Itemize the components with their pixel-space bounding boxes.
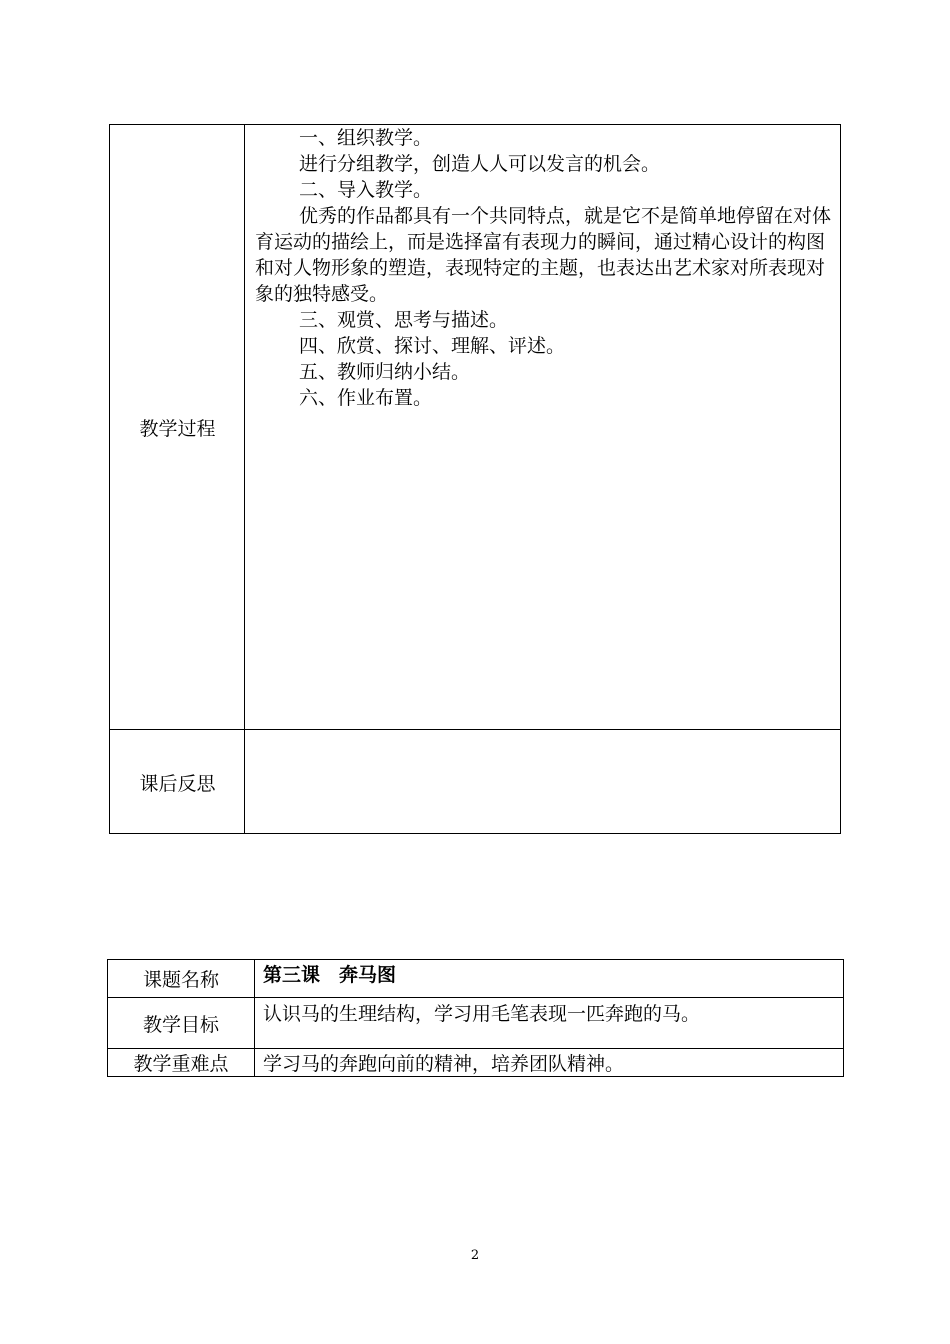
table-row — [108, 960, 844, 998]
table-row — [108, 1049, 844, 1077]
reflection-label: 课后反思 — [139, 772, 216, 795]
key-difficulty-label: 教学重难点 — [108, 1049, 255, 1077]
topic-value: 第三课 奔马图 — [255, 960, 844, 998]
topic-label: 课题名称 — [108, 960, 255, 998]
key-difficulty-value: 学习马的奔跑向前的精神，培养团队精神。 — [255, 1049, 844, 1077]
table-row — [108, 998, 844, 1049]
process-content — [255, 125, 835, 411]
step-4: 四、欣赏、探讨、理解、评述。 — [299, 335, 566, 357]
teaching-process-table — [109, 124, 841, 834]
step-2-detail: 优秀的作品都具有一个共同特点，就是它不是简单地停留在对体育运动的描绘上，而是选择富有表现力的瞬间，通过精心设计的构图和对人物形象的塑造，表现特定的主题，也表达出艺术家对所表现对象的独特感受。 — [255, 205, 832, 305]
objective-label: 教学目标 — [108, 998, 255, 1049]
step-5: 五、教师归纳小结。 — [299, 361, 471, 383]
step-2: 二、导入教学。 — [299, 179, 433, 201]
lesson-info-table — [107, 959, 844, 1077]
process-label: 教学过程 — [139, 417, 216, 440]
step-6: 六、作业布置。 — [299, 387, 433, 409]
page-number: 2 — [470, 1248, 480, 1263]
step-1-detail: 进行分组教学，创造人人可以发言的机会。 — [299, 153, 661, 175]
objective-value: 认识马的生理结构，学习用毛笔表现一匹奔跑的马。 — [255, 998, 844, 1049]
step-3: 三、观赏、思考与描述。 — [299, 309, 509, 331]
step-1: 一、组织教学。 — [299, 127, 433, 149]
